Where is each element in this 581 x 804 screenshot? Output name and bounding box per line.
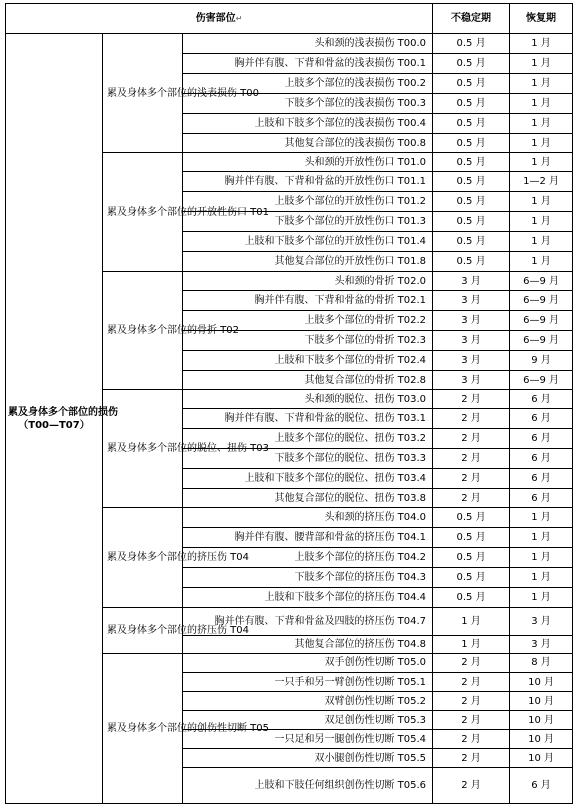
unstable-period-cell: 0.5 月	[433, 252, 510, 272]
unstable-period-cell: 2 月	[433, 749, 510, 768]
recovery-period-cell: 1 月	[510, 527, 573, 547]
unstable-period-cell: 0.5 月	[433, 547, 510, 567]
document-page	[5, 3, 573, 804]
unstable-period-cell: 0.5 月	[433, 74, 510, 94]
header-recovery: 恢复期	[510, 4, 573, 34]
header-row	[6, 4, 573, 34]
recovery-period-cell: 1 月	[510, 94, 573, 114]
unstable-period-cell: 1 月	[433, 635, 510, 653]
unstable-period-cell: 2 月	[433, 673, 510, 692]
injury-part-cell: 一只足和另一腿创伤性切断 T05.4	[183, 730, 433, 749]
recovery-period-cell: 6—9 月	[510, 371, 573, 390]
recovery-period-cell: 10 月	[510, 711, 573, 730]
recovery-period-cell: 1 月	[510, 153, 573, 172]
unstable-period-cell: 2 月	[433, 768, 510, 804]
unstable-period-cell: 2 月	[433, 409, 510, 429]
injury-part-cell: 上肢多个部位的脱位、扭伤 T03.2	[183, 429, 433, 449]
injury-part-cell: 胸并伴有腹、腰背部和骨盆的挤压伤 T04.1	[183, 527, 433, 547]
injury-part-cell: 头和颈的脱位、扭伤 T03.0	[183, 390, 433, 409]
recovery-period-cell: 6—9 月	[510, 272, 573, 291]
injury-part-cell: 上肢和下肢多个部位的骨折 T02.4	[183, 351, 433, 371]
injury-part-cell: 上肢多个部位的骨折 T02.2	[183, 311, 433, 331]
recovery-period-cell: 9 月	[510, 351, 573, 371]
injury-part-cell: 双小腿创伤性切断 T05.5	[183, 749, 433, 768]
recovery-period-cell: 1 月	[510, 54, 573, 74]
recovery-period-cell: 1 月	[510, 547, 573, 567]
recovery-period-cell: 1 月	[510, 74, 573, 94]
recovery-period-cell: 1 月	[510, 212, 573, 232]
injury-part-cell: 上肢和下肢多个部位的挤压伤 T04.4	[183, 587, 433, 607]
recovery-period-cell: 3 月	[510, 607, 573, 635]
recovery-period-cell: 6—9 月	[510, 311, 573, 331]
recovery-period-cell: 6 月	[510, 768, 573, 804]
recovery-period-cell: 8 月	[510, 653, 573, 672]
unstable-period-cell: 3 月	[433, 311, 510, 331]
subgroup-cell: 累及身体多个部位的创伤性切断 T05	[103, 653, 183, 803]
injury-part-cell: 其他复合部位的浅表损伤 T00.8	[183, 134, 433, 153]
unstable-period-cell: 3 月	[433, 291, 510, 311]
recovery-period-cell: 6 月	[510, 390, 573, 409]
injury-table-body	[6, 4, 573, 804]
injury-part-cell: 上肢和下肢多个部位的开放性伤口 T01.4	[183, 232, 433, 252]
group-title: 累及身体多个部位的损伤	[8, 406, 118, 418]
recovery-period-cell: 6 月	[510, 429, 573, 449]
unstable-period-cell: 0.5 月	[433, 114, 510, 134]
recovery-period-cell: 1—2 月	[510, 172, 573, 192]
recovery-period-cell: 1 月	[510, 587, 573, 607]
injury-part-cell: 上肢和下肢多个部位的脱位、扭伤 T03.4	[183, 469, 433, 489]
injury-part-cell: 上肢多个部位的浅表损伤 T00.2	[183, 74, 433, 94]
unstable-period-cell: 0.5 月	[433, 508, 510, 527]
recovery-period-cell: 6—9 月	[510, 291, 573, 311]
unstable-period-cell: 2 月	[433, 489, 510, 508]
unstable-period-cell: 3 月	[433, 272, 510, 291]
unstable-period-cell: 0.5 月	[433, 153, 510, 172]
injury-part-cell: 下肢多个部位的脱位、扭伤 T03.3	[183, 449, 433, 469]
group-cell	[6, 34, 118, 804]
recovery-period-cell: 1 月	[510, 252, 573, 272]
injury-part-cell: 上肢和下肢任何组织创伤性切断 T05.6	[183, 768, 433, 804]
recovery-period-cell: 3 月	[510, 635, 573, 653]
injury-part-cell: 头和颈的开放性伤口 T01.0	[183, 153, 433, 172]
subgroup-cell: 累及身体多个部位的开放性伤口 T01	[103, 153, 183, 272]
recovery-period-cell: 1 月	[510, 192, 573, 212]
subgroup-cell: 累及身体多个部位的挤压伤 T04	[103, 607, 183, 653]
recovery-period-cell: 6 月	[510, 449, 573, 469]
unstable-period-cell: 0.5 月	[433, 587, 510, 607]
recovery-period-cell: 6 月	[510, 489, 573, 508]
unstable-period-cell: 0.5 月	[433, 94, 510, 114]
injury-part-cell: 下肢多个部位的挤压伤 T04.3	[183, 567, 433, 587]
injury-part-cell: 胸并伴有腹、下背和骨盆的脱位、扭伤 T03.1	[183, 409, 433, 429]
recovery-period-cell: 10 月	[510, 749, 573, 768]
injury-part-cell: 胸并伴有腹、下背和骨盆的开放性伤口 T01.1	[183, 172, 433, 192]
injury-part-cell: 其他复合部位的开放性伤口 T01.8	[183, 252, 433, 272]
injury-part-cell: 下肢多个部位的开放性伤口 T01.3	[183, 212, 433, 232]
injury-part-cell: 头和颈的骨折 T02.0	[183, 272, 433, 291]
unstable-period-cell: 2 月	[433, 449, 510, 469]
unstable-period-cell: 1 月	[433, 607, 510, 635]
recovery-period-cell: 10 月	[510, 692, 573, 711]
unstable-period-cell: 0.5 月	[433, 567, 510, 587]
injury-part-cell: 双足创伤性切断 T05.3	[183, 711, 433, 730]
injury-part-cell: 双手创伤性切断 T05.0	[183, 653, 433, 672]
subgroup-cell: 累及身体多个部位的挤压伤 T04	[103, 508, 183, 607]
injury-table	[5, 3, 573, 804]
header-part: 伤害部位↵	[6, 4, 433, 34]
group-code: （T00—T07）	[18, 419, 90, 431]
recovery-period-cell: 6—9 月	[510, 331, 573, 351]
unstable-period-cell: 2 月	[433, 730, 510, 749]
injury-part-cell: 双臂创伤性切断 T05.2	[183, 692, 433, 711]
subgroup-cell: 累及身体多个部位的脱位、扭伤 T03	[103, 390, 183, 508]
recovery-period-cell: 1 月	[510, 134, 573, 153]
injury-part-cell: 其他复合部位的骨折 T02.8	[183, 371, 433, 390]
injury-part-cell: 上肢多个部位的挤压伤 T04.2	[183, 547, 433, 567]
unstable-period-cell: 2 月	[433, 711, 510, 730]
recovery-period-cell: 1 月	[510, 508, 573, 527]
subgroup-cell: 累及身体多个部位的骨折 T02	[103, 272, 183, 390]
unstable-period-cell: 3 月	[433, 331, 510, 351]
recovery-period-cell: 6 月	[510, 469, 573, 489]
unstable-period-cell: 0.5 月	[433, 232, 510, 252]
injury-part-cell: 胸并伴有腹、下背和骨盆的骨折 T02.1	[183, 291, 433, 311]
subgroup-cell: 累及身体多个部位的浅表损伤 T00	[103, 34, 183, 153]
unstable-period-cell: 0.5 月	[433, 54, 510, 74]
recovery-period-cell: 1 月	[510, 232, 573, 252]
injury-part-cell: 上肢多个部位的开放性伤口 T01.2	[183, 192, 433, 212]
unstable-period-cell: 3 月	[433, 371, 510, 390]
unstable-period-cell: 2 月	[433, 469, 510, 489]
recovery-period-cell: 6 月	[510, 409, 573, 429]
recovery-period-cell: 1 月	[510, 114, 573, 134]
injury-part-cell: 头和颈的挤压伤 T04.0	[183, 508, 433, 527]
recovery-period-cell: 10 月	[510, 730, 573, 749]
unstable-period-cell: 2 月	[433, 653, 510, 672]
injury-part-cell: 其他复合部位的挤压伤 T04.8	[183, 635, 433, 653]
injury-part-cell: 胸并伴有腹、下背和骨盆的浅表损伤 T00.1	[183, 54, 433, 74]
recovery-period-cell: 1 月	[510, 34, 573, 54]
injury-part-cell: 其他复合部位的脱位、扭伤 T03.8	[183, 489, 433, 508]
unstable-period-cell: 2 月	[433, 390, 510, 409]
header-unstable: 不稳定期	[433, 4, 510, 34]
table-row	[6, 34, 573, 54]
unstable-period-cell: 2 月	[433, 429, 510, 449]
unstable-period-cell: 2 月	[433, 692, 510, 711]
unstable-period-cell: 0.5 月	[433, 192, 510, 212]
recovery-period-cell: 10 月	[510, 673, 573, 692]
injury-part-cell: 头和颈的浅表损伤 T00.0	[183, 34, 433, 54]
injury-part-cell: 上肢和下肢多个部位的浅表损伤 T00.4	[183, 114, 433, 134]
unstable-period-cell: 0.5 月	[433, 212, 510, 232]
unstable-period-cell: 0.5 月	[433, 527, 510, 547]
injury-part-cell: 下肢多个部位的骨折 T02.3	[183, 331, 433, 351]
recovery-period-cell: 1 月	[510, 567, 573, 587]
injury-part-cell: 一只手和另一臂创伤性切断 T05.1	[183, 673, 433, 692]
unstable-period-cell: 0.5 月	[433, 134, 510, 153]
unstable-period-cell: 3 月	[433, 351, 510, 371]
unstable-period-cell: 0.5 月	[433, 172, 510, 192]
injury-part-cell: 胸并伴有腹、下背和骨盆及四肢的挤压伤 T04.7	[183, 607, 433, 635]
unstable-period-cell: 0.5 月	[433, 34, 510, 54]
injury-part-cell: 下肢多个部位的浅表损伤 T00.3	[183, 94, 433, 114]
